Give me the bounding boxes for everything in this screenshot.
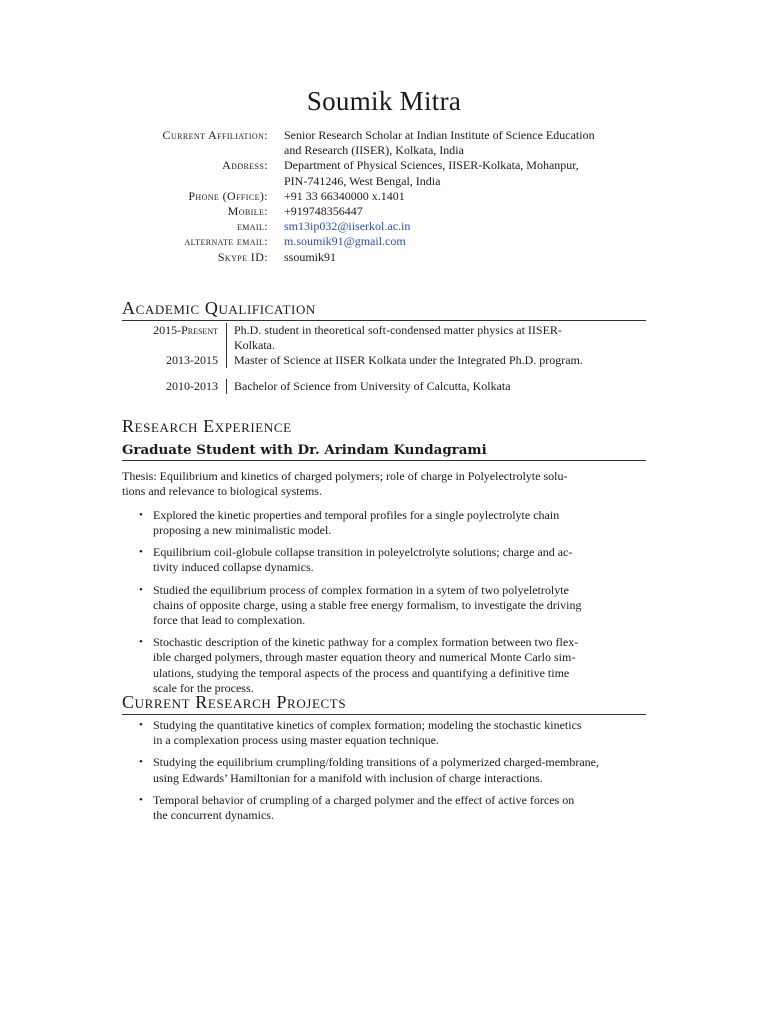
contact-label: Mobile: — [227, 204, 268, 219]
list-item-line: chains of opposite charge, using a stable free energy formalism, to investigate the driving — [153, 597, 582, 612]
qualification-desc — [226, 323, 646, 353]
contact-value-line: PIN-741246, West Bengal, India — [284, 173, 441, 188]
list-item-line: ible charged polymers, through master equation theory and numerical Monte Carlo sim- — [153, 650, 576, 665]
qualification-row — [122, 379, 646, 394]
contact-value-line: Department of Physical Sciences, IISER-Kolkata, Mohanpur, — [284, 158, 579, 173]
contact-label: Skype ID: — [217, 249, 268, 264]
list-item-line: ulations, studying the temporal aspects of the process and quantifying a definitive time — [153, 665, 570, 680]
contact-row-alt-email — [100, 234, 660, 249]
list-item-line: • Studied the equilibrium process of complex formation in a sytem of two polyeletrolyte — [153, 582, 569, 597]
list-item — [153, 545, 646, 575]
list-item-line: • Explored the kinetic properties and temporal profiles for a single poylectrolyte chain — [153, 507, 560, 522]
section-title: Current Research Projects — [122, 692, 646, 715]
list-item-line: • Stochastic description of the kinetic pathway for a complex formation between two flex- — [153, 635, 579, 650]
contact-block — [100, 128, 660, 265]
thesis-line: Thesis: Equilibrium and kinetics of charged polymers; role of charge in Polyelectrolyte solu- — [122, 469, 568, 483]
email-link[interactable]: sm13ip032@iiserkol.ac.in — [284, 219, 411, 234]
qualification-line: Ph.D. student in theoretical soft-condensed matter physics at IISER- — [234, 323, 562, 337]
section-title: Research Experience — [122, 416, 292, 436]
list-item-line: using Edwards’ Hamiltonian for a manifold with inclusion of charge interactions. — [153, 770, 543, 785]
academic-section — [122, 298, 646, 394]
list-item — [153, 793, 646, 823]
contact-row-phone — [100, 189, 660, 204]
list-item-line: scale for the process. — [153, 680, 254, 695]
contact-label: email: — [236, 219, 268, 234]
list-item-line: • Equilibrium coil-globule collapse transition in poleyelctrolyte solutions; charge and ac- — [153, 545, 573, 560]
contact-row-affiliation — [100, 128, 660, 158]
contact-value — [284, 158, 660, 188]
list-item-line: tivity induced collapse dynamics. — [153, 560, 314, 575]
list-item — [153, 635, 646, 696]
list-item-line: in a complexation process using master equation technique. — [153, 733, 439, 748]
qualification-year: 2015-Present — [153, 323, 218, 337]
list-item-line: force that lead to complexation. — [153, 613, 306, 628]
contact-value-line: Senior Research Scholar at Indian Institute of Science Education — [284, 128, 595, 142]
list-item-line: proposing a new minimalistic model. — [153, 523, 332, 538]
contact-value — [284, 234, 660, 249]
contact-row-skype — [100, 250, 660, 265]
contact-label: Current Affiliation: — [162, 128, 268, 142]
list-item-line: the concurrent dynamics. — [153, 808, 274, 823]
list-item — [153, 718, 646, 748]
current-projects-section — [122, 692, 646, 830]
qualification-line: Kolkata. — [234, 338, 275, 352]
research-subtitle: Graduate Student with Dr. Arindam Kundagrami — [122, 442, 646, 461]
list-item — [153, 583, 646, 629]
qualification-desc — [226, 379, 646, 394]
section-title: Academic Qualification — [122, 298, 646, 321]
qualification-line: Master of Science at IISER Kolkata under the Integrated Ph.D. program. — [234, 353, 583, 367]
list-item-line: • Studying the quantitative kinetics of complex formation; modeling the stochastic kinetics — [153, 718, 582, 732]
page-title: Soumik Mitra — [306, 86, 462, 116]
qualification-row — [122, 323, 646, 353]
current-bullet-list — [122, 718, 646, 823]
contact-value: +919748356447 — [284, 204, 363, 219]
contact-value — [284, 128, 660, 158]
contact-value: +91 33 66340000 x.1401 — [284, 188, 405, 203]
qualification-desc — [226, 353, 646, 368]
contact-row-email — [100, 219, 660, 234]
thesis-text — [122, 469, 646, 500]
list-item — [153, 508, 646, 538]
qualification-row — [122, 353, 646, 368]
research-bullet-list — [122, 508, 646, 696]
contact-value — [284, 219, 660, 234]
research-section — [122, 416, 646, 703]
qualification-line: Bachelor of Science from University of Calcutta, Kolkata — [234, 379, 511, 393]
list-item-line: • Temporal behavior of crumpling of a charged polymer and the effect of active forces on — [153, 792, 575, 807]
thesis-line: tions and relevance to biological systems. — [122, 484, 322, 499]
contact-row-address — [100, 158, 660, 188]
contact-value-line: and Research (IISER), Kolkata, India — [284, 143, 464, 158]
contact-value: ssoumik91 — [284, 249, 337, 264]
alternate-email-link[interactable]: m.soumik91@gmail.com — [284, 234, 406, 249]
contact-row-mobile — [100, 204, 660, 219]
contact-label: Address: — [222, 158, 268, 173]
qualification-year: 2013-2015 — [166, 353, 218, 367]
list-item-line: • Studying the equilibrium crumpling/folding transitions of a polymerized charged-membrane, — [153, 755, 600, 770]
contact-label: alternate email: — [184, 234, 268, 249]
list-item — [153, 755, 646, 785]
contact-label: Phone (Office): — [188, 188, 268, 203]
qualification-year: 2010-2013 — [166, 379, 218, 393]
